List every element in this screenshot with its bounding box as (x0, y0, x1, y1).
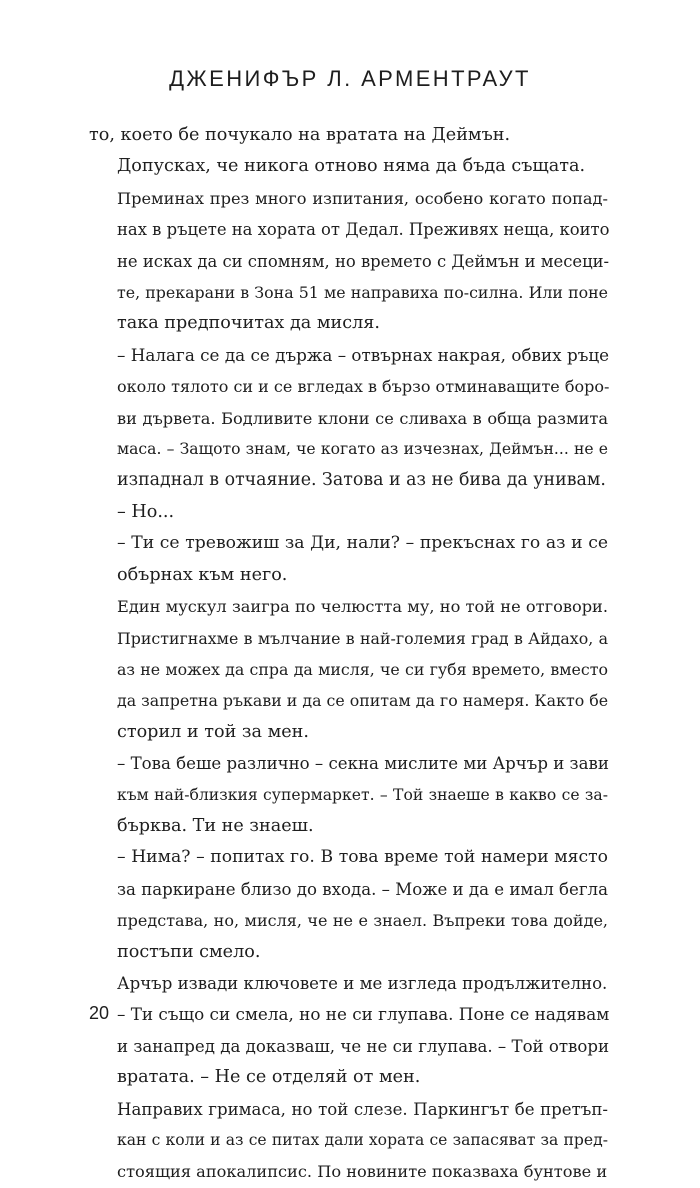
paragraph (89, 842, 608, 968)
paragraph (89, 591, 608, 748)
text-line: за паркиране близо до входа. – Може и да е имал бегла (117, 879, 608, 899)
text-line: представа, но, мисля, че не е знаел. Въпреки това дойде, (117, 911, 608, 931)
paragraph (89, 340, 608, 497)
text-line: – Нима? – попитах го. В това време той намери място (117, 847, 608, 868)
text-line: – Налага се да се държа – отвърнах накрая, обвих ръце (117, 344, 610, 365)
text-line: около тялото си и се вгледах в бързо отминаващите боро- (117, 377, 610, 397)
paragraph (89, 528, 608, 591)
paragraph (89, 1094, 608, 1188)
paragraph (89, 497, 608, 528)
text-line: – Това беше различно – секна мислите ми Арчър и зави (117, 754, 609, 774)
text-line: стоящия апокалипсис. По новините показваха бунтове и (117, 1162, 608, 1182)
paragraph (89, 183, 608, 340)
text-line: ви дървета. Бодливите клони се сливаха в обща размита (117, 408, 608, 428)
text-line: бърква. Ти не знаеш. (117, 815, 314, 836)
paragraph (89, 748, 608, 842)
body-text (89, 120, 608, 1188)
text-line: да запретна ръкави и да се опитам да го намеря. Както бе (117, 691, 609, 711)
text-line: – Ти се тревожиш за Ди, нали? – прекъснах го аз и се (117, 533, 608, 554)
text-line: аз не можех да спра да мисля, че си губя времето, вместо (117, 659, 608, 679)
text-line: обърнах към него. (117, 564, 288, 585)
text-line: така предпочитах да мисля. (117, 313, 380, 334)
text-line: – Но... (117, 501, 175, 522)
text-line: те, прекарани в Зона 51 ме направиха по-силна. Или поне (117, 283, 608, 303)
text-line: не исках да си спомням, но времето с Деймън и месеци- (117, 251, 610, 271)
text-line: сторил и той за мен. (117, 721, 309, 742)
text-line: изпаднал в отчаяние. Затова и аз не бива да унивам. (117, 470, 606, 491)
paragraph (89, 120, 608, 151)
paragraph (89, 968, 608, 999)
text-line: кан с коли и аз се питах дали хората се запасяват за пред- (117, 1131, 608, 1149)
running-head: ДЖЕНИФЪР Л. АРМЕНТРАУТ (169, 66, 531, 91)
text-line: Арчър извади ключовете и ме изгледа продължително. (117, 973, 608, 993)
paragraph (89, 151, 608, 182)
text-line: то, което бе почукало на вратата на Деймън. (89, 125, 511, 145)
text-line: към най-близкия супермаркет. – Той знаеше в какво се за- (117, 785, 608, 804)
text-line: постъпи смело. (117, 941, 261, 962)
text-line: Пристигнахме в мълчание в най-големия град в Айдахо, а (117, 628, 608, 648)
text-line: Един мускул заигра по челюстта му, но той не отговори. (117, 597, 608, 617)
text-line: – Ти също си смела, но не си глупава. Поне се надявам (117, 1004, 610, 1025)
text-line: Допусках, че никога отново няма да бъда същата. (117, 156, 586, 177)
text-line: Преминах през много изпитания, особено когато попад- (117, 188, 608, 208)
text-line: Направих гримаса, но той слезе. Паркингът бе претъп- (117, 1099, 608, 1119)
page-number: 20 (89, 1003, 110, 1023)
paragraph (89, 999, 608, 1093)
text-line: маса. – Защото знам, че когато аз изчезнах, Деймън... не е (117, 440, 608, 459)
text-line: вратата. – Не се отделяй от мен. (117, 1067, 421, 1088)
text-line: нах в ръцете на хората от Дедал. Преживях неща, които (117, 220, 610, 240)
text-line: и занапред да доказваш, че не си глупава. – Той отвори (117, 1036, 610, 1056)
